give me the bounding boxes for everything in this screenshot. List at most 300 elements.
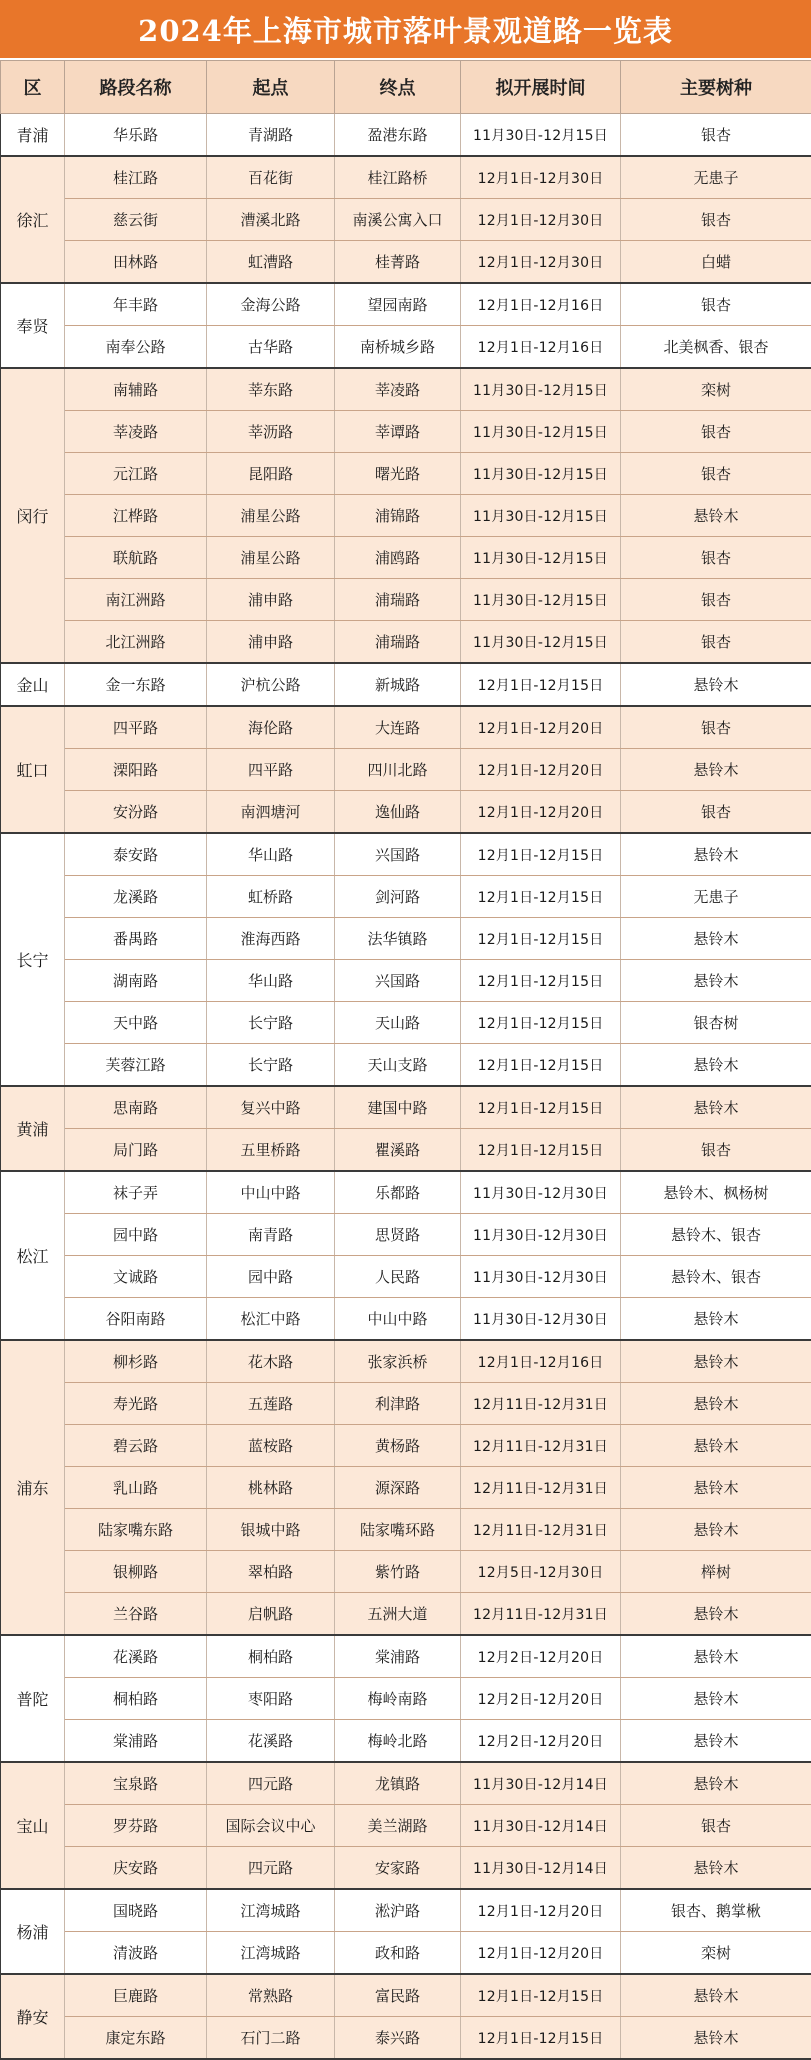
road-name-cell: 龙溪路	[65, 876, 207, 918]
district-group	[1, 1974, 811, 2059]
end-point-cell: 天山路	[335, 1002, 461, 1044]
district-group	[1, 1086, 811, 1171]
road-name-cell: 江桦路	[65, 495, 207, 537]
planned-time-cell: 12月2日-12月20日	[461, 1635, 621, 1678]
road-name-cell: 联航路	[65, 537, 207, 579]
road-name-cell: 慈云街	[65, 199, 207, 241]
planned-time-cell: 11月30日-12月30日	[461, 1214, 621, 1256]
header-road-name: 路段名称	[65, 61, 207, 114]
start-point-cell: 四元路	[207, 1847, 335, 1890]
tree-species-cell: 银杏	[621, 1129, 811, 1172]
table-row	[1, 1932, 811, 1975]
table-row	[1, 1425, 811, 1467]
end-point-cell: 乐都路	[335, 1171, 461, 1214]
planned-time-cell: 12月2日-12月20日	[461, 1678, 621, 1720]
tree-species-cell: 栾树	[621, 1932, 811, 1975]
road-name-cell: 四平路	[65, 706, 207, 749]
planned-time-cell: 11月30日-12月15日	[461, 495, 621, 537]
planned-time-cell: 12月1日-12月15日	[461, 833, 621, 876]
table-row	[1, 663, 811, 706]
planned-time-cell: 12月1日-12月16日	[461, 283, 621, 326]
tree-species-cell: 悬铃木	[621, 1720, 811, 1763]
end-point-cell: 棠浦路	[335, 1635, 461, 1678]
start-point-cell: 桃林路	[207, 1467, 335, 1509]
table-row	[1, 156, 811, 199]
table-row	[1, 579, 811, 621]
planned-time-cell: 12月1日-12月30日	[461, 199, 621, 241]
table-row	[1, 1340, 811, 1383]
district-cell: 长宁	[1, 833, 65, 1086]
table-row	[1, 2017, 811, 2060]
start-point-cell: 沪杭公路	[207, 663, 335, 706]
road-name-cell: 碧云路	[65, 1425, 207, 1467]
tree-species-cell: 白蜡	[621, 241, 811, 284]
planned-time-cell: 12月11日-12月31日	[461, 1593, 621, 1636]
planned-time-cell: 12月1日-12月30日	[461, 156, 621, 199]
tree-species-cell: 悬铃木	[621, 2017, 811, 2060]
end-point-cell: 中山中路	[335, 1298, 461, 1341]
start-point-cell: 莘沥路	[207, 411, 335, 453]
planned-time-cell: 11月30日-12月14日	[461, 1805, 621, 1847]
tree-species-cell: 银杏	[621, 453, 811, 495]
road-name-cell: 袜子弄	[65, 1171, 207, 1214]
district-group	[1, 833, 811, 1086]
planned-time-cell: 12月1日-12月15日	[461, 1974, 621, 2017]
table-row	[1, 1467, 811, 1509]
end-point-cell: 大连路	[335, 706, 461, 749]
road-name-cell: 寿光路	[65, 1383, 207, 1425]
end-point-cell: 龙镇路	[335, 1762, 461, 1805]
road-name-cell: 元江路	[65, 453, 207, 495]
table-row	[1, 1129, 811, 1172]
end-point-cell: 曙光路	[335, 453, 461, 495]
end-point-cell: 新城路	[335, 663, 461, 706]
district-group	[1, 368, 811, 663]
tree-species-cell: 银杏	[621, 537, 811, 579]
table-row	[1, 368, 811, 411]
road-name-cell: 柳杉路	[65, 1340, 207, 1383]
district-cell: 金山	[1, 663, 65, 706]
table-row	[1, 1214, 811, 1256]
planned-time-cell: 12月1日-12月16日	[461, 326, 621, 369]
start-point-cell: 五里桥路	[207, 1129, 335, 1172]
tree-species-cell: 悬铃木	[621, 1974, 811, 2017]
tree-species-cell: 榉树	[621, 1551, 811, 1593]
start-point-cell: 五莲路	[207, 1383, 335, 1425]
planned-time-cell: 12月1日-12月20日	[461, 706, 621, 749]
table-row	[1, 114, 811, 157]
planned-time-cell: 12月11日-12月31日	[461, 1425, 621, 1467]
tree-species-cell: 悬铃木	[621, 495, 811, 537]
tree-species-cell: 悬铃木	[621, 833, 811, 876]
road-name-cell: 天中路	[65, 1002, 207, 1044]
start-point-cell: 中山中路	[207, 1171, 335, 1214]
start-point-cell: 昆阳路	[207, 453, 335, 495]
end-point-cell: 泰兴路	[335, 2017, 461, 2060]
district-group	[1, 706, 811, 833]
tree-species-cell: 悬铃木	[621, 1425, 811, 1467]
district-cell: 黄浦	[1, 1086, 65, 1171]
district-cell: 奉贤	[1, 283, 65, 368]
road-name-cell: 谷阳南路	[65, 1298, 207, 1341]
table-row	[1, 621, 811, 664]
table-row	[1, 1720, 811, 1763]
tree-species-cell: 悬铃木	[621, 1762, 811, 1805]
end-point-cell: 望园南路	[335, 283, 461, 326]
tree-species-cell: 栾树	[621, 368, 811, 411]
tree-species-cell: 银杏	[621, 114, 811, 157]
road-name-cell: 湖南路	[65, 960, 207, 1002]
end-point-cell: 张家浜桥	[335, 1340, 461, 1383]
start-point-cell: 青湖路	[207, 114, 335, 157]
district-cell: 静安	[1, 1974, 65, 2059]
end-point-cell: 四川北路	[335, 749, 461, 791]
tree-species-cell: 悬铃木	[621, 1847, 811, 1890]
table-row	[1, 1044, 811, 1087]
district-cell: 普陀	[1, 1635, 65, 1762]
tree-species-cell: 悬铃木	[621, 1298, 811, 1341]
tree-species-cell: 悬铃木	[621, 1044, 811, 1087]
district-cell: 宝山	[1, 1762, 65, 1889]
road-name-cell: 棠浦路	[65, 1720, 207, 1763]
tree-species-cell: 悬铃木、枫杨树	[621, 1171, 811, 1214]
start-point-cell: 南泗塘河	[207, 791, 335, 834]
table-row	[1, 411, 811, 453]
start-point-cell: 园中路	[207, 1256, 335, 1298]
end-point-cell: 桂菁路	[335, 241, 461, 284]
start-point-cell: 浦星公路	[207, 495, 335, 537]
start-point-cell: 淮海西路	[207, 918, 335, 960]
tree-species-cell: 悬铃木、银杏	[621, 1256, 811, 1298]
planned-time-cell: 12月5日-12月30日	[461, 1551, 621, 1593]
table-row	[1, 960, 811, 1002]
start-point-cell: 长宁路	[207, 1044, 335, 1087]
header-start-point: 起点	[207, 61, 335, 114]
tree-species-cell: 悬铃木	[621, 1593, 811, 1636]
table-row	[1, 453, 811, 495]
start-point-cell: 蓝桉路	[207, 1425, 335, 1467]
table-row	[1, 1298, 811, 1341]
end-point-cell: 人民路	[335, 1256, 461, 1298]
planned-time-cell: 12月1日-12月15日	[461, 1044, 621, 1087]
planned-time-cell: 11月30日-12月30日	[461, 1298, 621, 1341]
end-point-cell: 莘凌路	[335, 368, 461, 411]
tree-species-cell: 悬铃木	[621, 1383, 811, 1425]
road-name-cell: 桂江路	[65, 156, 207, 199]
table-row	[1, 495, 811, 537]
tree-species-cell: 悬铃木	[621, 749, 811, 791]
header-planned-time: 拟开展时间	[461, 61, 621, 114]
end-point-cell: 天山支路	[335, 1044, 461, 1087]
planned-time-cell: 12月1日-12月15日	[461, 1002, 621, 1044]
road-name-cell: 莘凌路	[65, 411, 207, 453]
district-group	[1, 1635, 811, 1762]
table-row	[1, 1805, 811, 1847]
road-name-cell: 乳山路	[65, 1467, 207, 1509]
start-point-cell: 金海公路	[207, 283, 335, 326]
page-title: 2024年上海市城市落叶景观道路一览表	[0, 0, 811, 60]
road-name-cell: 金一东路	[65, 663, 207, 706]
end-point-cell: 黄杨路	[335, 1425, 461, 1467]
tree-species-cell: 悬铃木、银杏	[621, 1214, 811, 1256]
table-row	[1, 283, 811, 326]
district-group	[1, 663, 811, 706]
road-name-cell: 陆家嘴东路	[65, 1509, 207, 1551]
road-name-cell: 园中路	[65, 1214, 207, 1256]
header-district: 区	[1, 61, 65, 114]
end-point-cell: 兴国路	[335, 960, 461, 1002]
planned-time-cell: 11月30日-12月15日	[461, 537, 621, 579]
tree-species-cell: 银杏树	[621, 1002, 811, 1044]
end-point-cell: 政和路	[335, 1932, 461, 1975]
start-point-cell: 复兴中路	[207, 1086, 335, 1129]
end-point-cell: 淞沪路	[335, 1889, 461, 1932]
road-name-cell: 安汾路	[65, 791, 207, 834]
start-point-cell: 启帆路	[207, 1593, 335, 1636]
planned-time-cell: 12月1日-12月30日	[461, 241, 621, 284]
table-row	[1, 1256, 811, 1298]
planned-time-cell: 12月1日-12月20日	[461, 1932, 621, 1975]
tree-species-cell: 银杏	[621, 621, 811, 664]
start-point-cell: 长宁路	[207, 1002, 335, 1044]
end-point-cell: 利津路	[335, 1383, 461, 1425]
table-row	[1, 241, 811, 284]
start-point-cell: 虹漕路	[207, 241, 335, 284]
road-name-cell: 南奉公路	[65, 326, 207, 369]
road-name-cell: 芙蓉江路	[65, 1044, 207, 1087]
tree-species-cell: 银杏	[621, 199, 811, 241]
table-row	[1, 1593, 811, 1636]
tree-species-cell: 悬铃木	[621, 1467, 811, 1509]
road-name-cell: 罗芬路	[65, 1805, 207, 1847]
planned-time-cell: 12月1日-12月20日	[461, 1889, 621, 1932]
start-point-cell: 花溪路	[207, 1720, 335, 1763]
road-name-cell: 兰谷路	[65, 1593, 207, 1636]
end-point-cell: 浦锦路	[335, 495, 461, 537]
tree-species-cell: 悬铃木	[621, 1340, 811, 1383]
table-row	[1, 749, 811, 791]
end-point-cell: 逸仙路	[335, 791, 461, 834]
district-group	[1, 1889, 811, 1974]
planned-time-cell: 11月30日-12月15日	[461, 453, 621, 495]
road-name-cell: 番禺路	[65, 918, 207, 960]
table-row	[1, 1171, 811, 1214]
planned-time-cell: 12月11日-12月31日	[461, 1509, 621, 1551]
tree-species-cell: 悬铃木	[621, 1635, 811, 1678]
tree-species-cell: 无患子	[621, 876, 811, 918]
road-name-cell: 北江洲路	[65, 621, 207, 664]
table-row	[1, 1678, 811, 1720]
table-row	[1, 833, 811, 876]
end-point-cell: 南桥城乡路	[335, 326, 461, 369]
start-point-cell: 百花街	[207, 156, 335, 199]
start-point-cell: 浦申路	[207, 579, 335, 621]
road-name-cell: 花溪路	[65, 1635, 207, 1678]
planned-time-cell: 12月1日-12月15日	[461, 876, 621, 918]
table-row	[1, 1551, 811, 1593]
table-row	[1, 1002, 811, 1044]
table-row	[1, 876, 811, 918]
end-point-cell: 莘谭路	[335, 411, 461, 453]
tree-species-cell: 银杏	[621, 411, 811, 453]
planned-time-cell: 12月1日-12月15日	[461, 918, 621, 960]
end-point-cell: 浦瑞路	[335, 579, 461, 621]
district-cell: 虹口	[1, 706, 65, 833]
start-point-cell: 虹桥路	[207, 876, 335, 918]
district-cell: 杨浦	[1, 1889, 65, 1974]
end-point-cell: 富民路	[335, 1974, 461, 2017]
end-point-cell: 剑河路	[335, 876, 461, 918]
table-row	[1, 1974, 811, 2017]
planned-time-cell: 11月30日-12月15日	[461, 621, 621, 664]
end-point-cell: 五洲大道	[335, 1593, 461, 1636]
table-row	[1, 1635, 811, 1678]
start-point-cell: 海伦路	[207, 706, 335, 749]
end-point-cell: 桂江路桥	[335, 156, 461, 199]
end-point-cell: 思贤路	[335, 1214, 461, 1256]
district-cell: 松江	[1, 1171, 65, 1340]
table-row	[1, 1086, 811, 1129]
end-point-cell: 兴国路	[335, 833, 461, 876]
table-row	[1, 326, 811, 369]
district-cell: 青浦	[1, 114, 65, 157]
tree-species-cell: 悬铃木	[621, 1086, 811, 1129]
end-point-cell: 紫竹路	[335, 1551, 461, 1593]
tree-species-cell: 银杏	[621, 706, 811, 749]
planned-time-cell: 11月30日-12月15日	[461, 368, 621, 411]
tree-species-cell: 北美枫香、银杏	[621, 326, 811, 369]
tree-species-cell: 悬铃木	[621, 960, 811, 1002]
district-group	[1, 114, 811, 157]
road-name-cell: 巨鹿路	[65, 1974, 207, 2017]
planned-time-cell: 11月30日-12月14日	[461, 1762, 621, 1805]
header-main-tree-species: 主要树种	[621, 61, 811, 114]
end-point-cell: 梅岭北路	[335, 1720, 461, 1763]
table-row	[1, 1383, 811, 1425]
planned-time-cell: 12月11日-12月31日	[461, 1467, 621, 1509]
start-point-cell: 四平路	[207, 749, 335, 791]
start-point-cell: 南青路	[207, 1214, 335, 1256]
road-name-cell: 桐柏路	[65, 1678, 207, 1720]
planned-time-cell: 11月30日-12月30日	[461, 1171, 621, 1214]
road-name-cell: 华乐路	[65, 114, 207, 157]
road-name-cell: 宝泉路	[65, 1762, 207, 1805]
planned-time-cell: 11月30日-12月30日	[461, 1256, 621, 1298]
end-point-cell: 源深路	[335, 1467, 461, 1509]
table-row	[1, 537, 811, 579]
tree-species-cell: 悬铃木	[621, 1509, 811, 1551]
start-point-cell: 江湾城路	[207, 1932, 335, 1975]
table-row	[1, 1509, 811, 1551]
tree-species-cell: 银杏	[621, 1805, 811, 1847]
end-point-cell: 浦瑞路	[335, 621, 461, 664]
start-point-cell: 常熟路	[207, 1974, 335, 2017]
planned-time-cell: 12月1日-12月20日	[461, 791, 621, 834]
road-table	[0, 60, 811, 2060]
district-group	[1, 156, 811, 283]
end-point-cell: 南溪公寓入口	[335, 199, 461, 241]
start-point-cell: 华山路	[207, 833, 335, 876]
start-point-cell: 四元路	[207, 1762, 335, 1805]
start-point-cell: 莘东路	[207, 368, 335, 411]
road-name-cell: 康定东路	[65, 2017, 207, 2060]
tree-species-cell: 无患子	[621, 156, 811, 199]
start-point-cell: 银城中路	[207, 1509, 335, 1551]
end-point-cell: 浦鸥路	[335, 537, 461, 579]
table-row	[1, 1847, 811, 1890]
end-point-cell: 建国中路	[335, 1086, 461, 1129]
start-point-cell: 松汇中路	[207, 1298, 335, 1341]
planned-time-cell: 12月1日-12月20日	[461, 749, 621, 791]
start-point-cell: 桐柏路	[207, 1635, 335, 1678]
tree-species-cell: 悬铃木	[621, 1678, 811, 1720]
road-name-cell: 庆安路	[65, 1847, 207, 1890]
end-point-cell: 陆家嘴环路	[335, 1509, 461, 1551]
start-point-cell: 漕溪北路	[207, 199, 335, 241]
planned-time-cell: 11月30日-12月15日	[461, 114, 621, 157]
district-group	[1, 1340, 811, 1635]
end-point-cell: 安家路	[335, 1847, 461, 1890]
end-point-cell: 梅岭南路	[335, 1678, 461, 1720]
header-row	[1, 61, 811, 114]
road-name-cell: 年丰路	[65, 283, 207, 326]
road-name-cell: 局门路	[65, 1129, 207, 1172]
table-row	[1, 706, 811, 749]
road-name-cell: 国晓路	[65, 1889, 207, 1932]
planned-time-cell: 11月30日-12月15日	[461, 411, 621, 453]
table-row	[1, 918, 811, 960]
start-point-cell: 古华路	[207, 326, 335, 369]
district-cell: 浦东	[1, 1340, 65, 1635]
planned-time-cell: 11月30日-12月14日	[461, 1847, 621, 1890]
end-point-cell: 法华镇路	[335, 918, 461, 960]
planned-time-cell: 12月1日-12月16日	[461, 1340, 621, 1383]
planned-time-cell: 12月2日-12月20日	[461, 1720, 621, 1763]
start-point-cell: 国际会议中心	[207, 1805, 335, 1847]
road-name-cell: 南辅路	[65, 368, 207, 411]
road-name-cell: 银柳路	[65, 1551, 207, 1593]
table-row	[1, 199, 811, 241]
start-point-cell: 石门二路	[207, 2017, 335, 2060]
district-group	[1, 1171, 811, 1340]
road-name-cell: 田林路	[65, 241, 207, 284]
end-point-cell: 瞿溪路	[335, 1129, 461, 1172]
tree-species-cell: 银杏	[621, 283, 811, 326]
district-group	[1, 283, 811, 368]
road-name-cell: 南江洲路	[65, 579, 207, 621]
planned-time-cell: 12月1日-12月15日	[461, 663, 621, 706]
table-row	[1, 1889, 811, 1932]
table-row	[1, 791, 811, 834]
district-group	[1, 1762, 811, 1889]
planned-time-cell: 12月1日-12月15日	[461, 1086, 621, 1129]
tree-species-cell: 悬铃木	[621, 918, 811, 960]
start-point-cell: 江湾城路	[207, 1889, 335, 1932]
planned-time-cell: 12月1日-12月15日	[461, 960, 621, 1002]
start-point-cell: 花木路	[207, 1340, 335, 1383]
road-name-cell: 文诚路	[65, 1256, 207, 1298]
planned-time-cell: 11月30日-12月15日	[461, 579, 621, 621]
end-point-cell: 美兰湖路	[335, 1805, 461, 1847]
road-name-cell: 清波路	[65, 1932, 207, 1975]
district-cell: 徐汇	[1, 156, 65, 283]
road-name-cell: 泰安路	[65, 833, 207, 876]
planned-time-cell: 12月1日-12月15日	[461, 2017, 621, 2060]
planned-time-cell: 12月11日-12月31日	[461, 1383, 621, 1425]
tree-species-cell: 悬铃木	[621, 663, 811, 706]
table-row	[1, 1762, 811, 1805]
start-point-cell: 浦星公路	[207, 537, 335, 579]
